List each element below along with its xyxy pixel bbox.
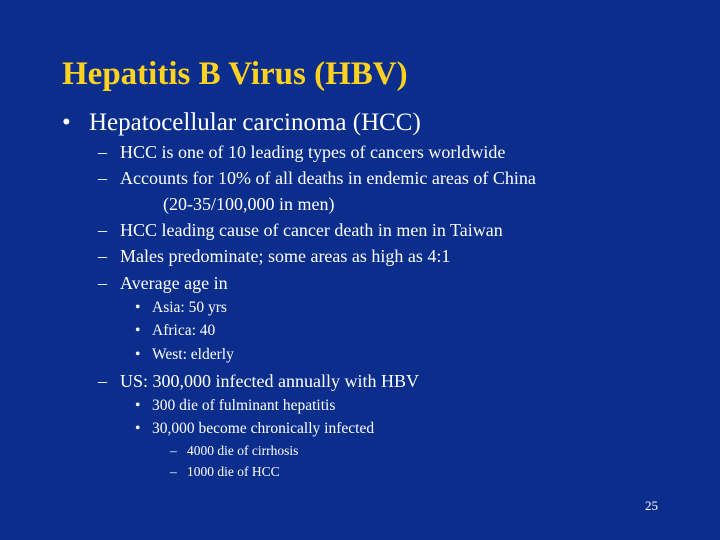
bullet-hepatocellular-carcinoma: Hepatocellular carcinoma (HCC) bbox=[89, 109, 421, 136]
bullet-africa: Africa: 40 bbox=[152, 322, 216, 339]
bullet-dash: – bbox=[170, 464, 177, 479]
bullet-cirrhosis: 4000 die of cirrhosis bbox=[187, 443, 299, 458]
bullet-average-age: Average age in bbox=[120, 273, 228, 293]
bullet-hcc-leading-types: HCC is one of 10 leading types of cancers worldwide bbox=[120, 142, 506, 162]
bullet-dash: – bbox=[98, 371, 107, 391]
bullet-west: West: elderly bbox=[152, 346, 234, 363]
bullet-dot: • bbox=[135, 299, 141, 316]
slide-title: Hepatitis B Virus (HBV) bbox=[62, 56, 408, 92]
bullet-dot: • bbox=[135, 346, 141, 363]
bullet-dash: – bbox=[98, 142, 107, 162]
bullet-hcc-deaths: 1000 die of HCC bbox=[187, 464, 280, 479]
bullet-dash: – bbox=[98, 168, 107, 188]
bullet-dash: – bbox=[170, 443, 177, 458]
bullet-us-infected: US: 300,000 infected annually with HBV bbox=[120, 371, 419, 391]
bullet-asia: Asia: 50 yrs bbox=[152, 299, 227, 316]
page-number: 25 bbox=[645, 498, 658, 513]
bullet-dash: – bbox=[98, 273, 107, 293]
bullet-dot: • bbox=[62, 109, 71, 136]
bullet-chronically-infected: 30,000 become chronically infected bbox=[152, 420, 375, 437]
bullet-dash: – bbox=[98, 246, 107, 266]
bullet-dot: • bbox=[135, 420, 141, 437]
bullet-accounts-china: Accounts for 10% of all deaths in endemic areas of China bbox=[120, 168, 536, 188]
bullet-dot: • bbox=[135, 397, 141, 414]
bullet-dash: – bbox=[98, 220, 107, 240]
bullet-fulminant-hepatitis: 300 die of fulminant hepatitis bbox=[152, 397, 336, 414]
bullet-dot: • bbox=[135, 322, 141, 339]
bullet-males-predominate: Males predominate; some areas as high as 4:1 bbox=[120, 246, 451, 266]
bullet-continuation-rate: (20-35/100,000 in men) bbox=[163, 194, 335, 214]
bullet-taiwan: HCC leading cause of cancer death in men in Taiwan bbox=[120, 220, 503, 240]
